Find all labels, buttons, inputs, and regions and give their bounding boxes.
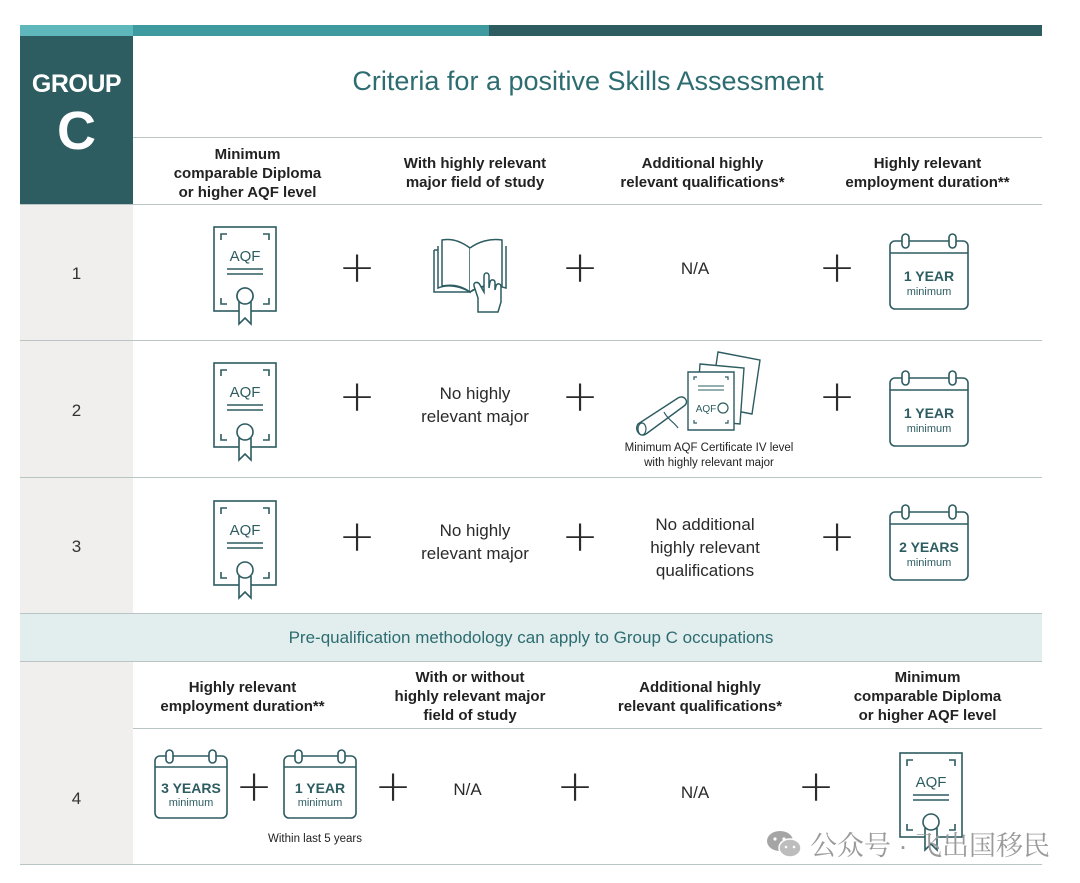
svg-text:AQF: AQF: [229, 384, 261, 401]
column-header-diploma-2: Minimum comparable Diploma or higher AQF level: [853, 669, 1002, 724]
svg-text:3 YEARS: 3 YEARS: [161, 780, 221, 796]
plus-icon: +: [561, 511, 599, 562]
top-bar-dark: [489, 25, 1042, 36]
divider: [133, 137, 1042, 138]
svg-text:AQF: AQF: [229, 248, 261, 265]
plus-icon: +: [561, 242, 599, 293]
divider: [20, 340, 1042, 341]
divider: [20, 728, 1042, 729]
group-label: GROUP: [31, 70, 122, 98]
column-header-additional: Additional highly relevant qualifications*: [620, 155, 785, 191]
row-number-4: 4: [71, 789, 82, 808]
svg-text:1 YEAR: 1 YEAR: [903, 405, 955, 421]
divider: [20, 204, 1042, 205]
plus-icon: +: [235, 761, 273, 812]
diploma-scroll-icon: [634, 350, 764, 440]
column-header-diploma: Minimum comparable Diploma or higher AQF level: [173, 146, 322, 201]
aqf-certificate-icon: [213, 362, 277, 462]
aqf-certificate-icon: [213, 500, 277, 600]
svg-text:2 YEARS: 2 YEARS: [899, 539, 959, 555]
book-icon: [432, 236, 514, 316]
plus-icon: +: [797, 761, 835, 812]
row-number-1: 1: [71, 264, 82, 283]
calendar-icon: [153, 748, 229, 820]
svg-text:minimum: minimum: [906, 557, 952, 569]
plus-icon: +: [556, 761, 594, 812]
svg-text:AQF: AQF: [915, 774, 947, 791]
top-bar-light: [20, 25, 133, 36]
plus-icon: +: [818, 371, 856, 422]
calendar-icon: [888, 368, 970, 448]
plus-icon: +: [374, 761, 412, 812]
aqf-certificate-icon: [213, 226, 277, 326]
column-header-employment: Highly relevant employment duration**: [845, 155, 1010, 191]
row-number-cell: [20, 662, 133, 864]
svg-text:minimum: minimum: [906, 423, 952, 435]
svg-text:minimum: minimum: [168, 797, 214, 809]
major-text-row3: No highly relevant major: [421, 521, 529, 563]
plus-icon: +: [338, 371, 376, 422]
additional-caption-row2: Minimum AQF Certificate IV level with highly relevant major: [624, 442, 794, 469]
divider: [20, 477, 1042, 478]
additional-na-row4: N/A: [680, 783, 710, 802]
divider: [20, 864, 1042, 865]
column-header-additional-2: Additional highly relevant qualifications*: [617, 679, 783, 715]
major-na-row4: N/A: [453, 780, 482, 799]
row-number-3: 3: [71, 537, 82, 556]
watermark: [766, 824, 1050, 863]
column-header-major-2: With or without highly relevant major field of study: [394, 669, 546, 724]
major-text-row2: No highly relevant major: [421, 384, 529, 426]
plus-icon: +: [561, 371, 599, 422]
top-bar-mid: [133, 25, 489, 36]
additional-na: N/A: [680, 259, 710, 278]
additional-text-row3: No additional highly relevant qualifications: [650, 515, 760, 580]
column-header-major: With highly relevant major field of study: [403, 155, 547, 191]
plus-icon: +: [818, 511, 856, 562]
within-last-5-years: Within last 5 years: [268, 833, 362, 845]
calendar-icon: [888, 502, 970, 582]
svg-text:minimum: minimum: [297, 797, 343, 809]
wechat-icon: [766, 829, 802, 859]
page-title: Criteria for a positive Skills Assessment: [352, 66, 824, 96]
plus-icon: +: [818, 242, 856, 293]
svg-text:AQF: AQF: [695, 404, 717, 415]
column-header-employment-2: Highly relevant employment duration**: [160, 679, 325, 715]
divider: [20, 661, 1042, 662]
plus-icon: +: [338, 511, 376, 562]
group-letter: C: [57, 101, 96, 161]
svg-text:1 YEAR: 1 YEAR: [294, 780, 346, 796]
plus-icon: +: [338, 242, 376, 293]
prequalification-text: Pre-qualification methodology can apply to Group C occupations: [288, 628, 774, 647]
watermark-text: 公众号 · 飞出国移民: [810, 831, 1050, 861]
group-badge: [20, 36, 133, 204]
svg-text:AQF: AQF: [229, 522, 261, 539]
svg-text:minimum: minimum: [906, 286, 952, 298]
calendar-icon: [888, 231, 970, 311]
svg-text:1 YEAR: 1 YEAR: [903, 268, 955, 284]
row-number-2: 2: [71, 401, 82, 420]
calendar-icon: [282, 748, 358, 820]
